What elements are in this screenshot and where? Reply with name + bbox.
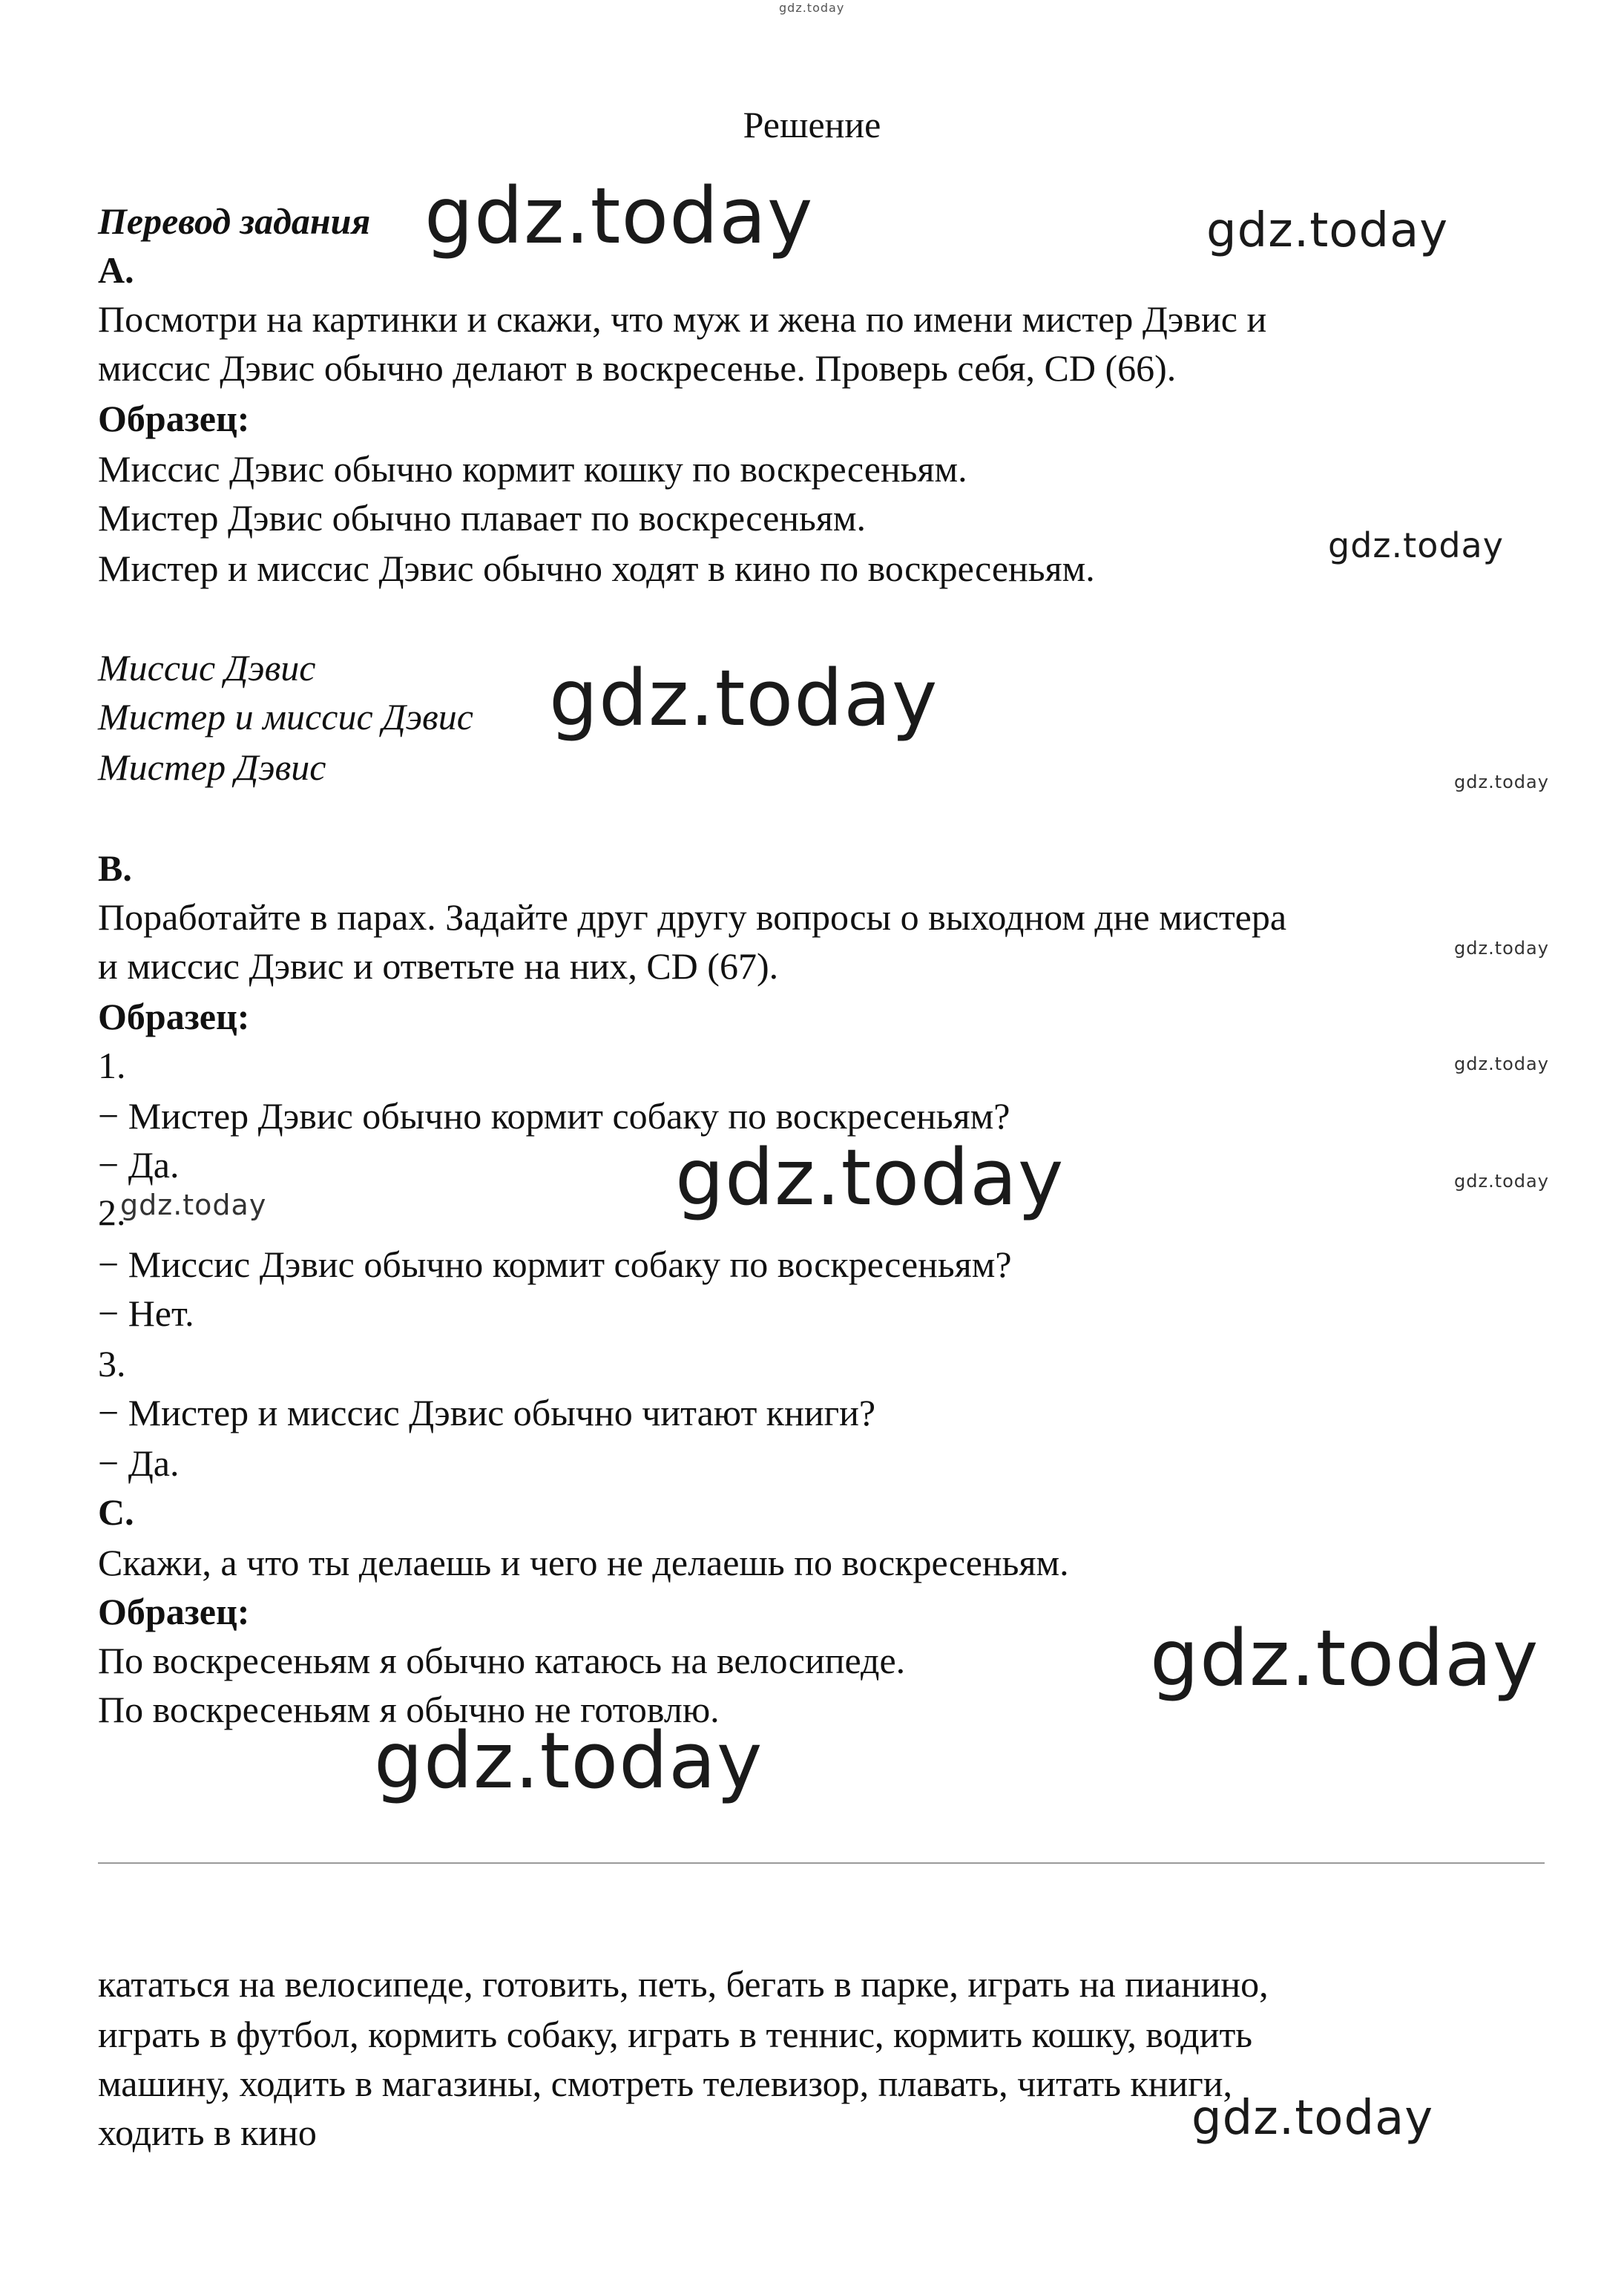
divider bbox=[98, 1862, 1545, 1864]
section-a-sample-label: Образец: bbox=[98, 398, 250, 439]
watermark-top: gdz.today bbox=[779, 1, 845, 15]
section-a-instruction-1: Посмотри на картинки и скажи, что муж и жена по имени мистер Дэвис и bbox=[98, 298, 1267, 340]
dialog-answer: − Да. bbox=[98, 1442, 180, 1484]
section-a-name: Мистер Дэвис bbox=[98, 746, 326, 788]
watermark-large-5: gdz.today bbox=[374, 1715, 763, 1806]
watermark-large-3: gdz.today bbox=[675, 1132, 1065, 1223]
section-c-sample-line: По воскресеньям я обычно не готовлю. bbox=[98, 1689, 720, 1730]
task-translation-heading: Перевод задания bbox=[98, 200, 371, 242]
section-c-sample-line: По воскресеньям я обычно катаюсь на велосипеде. bbox=[98, 1640, 906, 1681]
section-a-name: Мистер и миссис Дэвис bbox=[98, 696, 473, 738]
word-list-line: играть в футбол, кормить собаку, играть в теннис, кормить кошку, водить bbox=[98, 2014, 1253, 2055]
watermark-large-4: gdz.today bbox=[1150, 1613, 1539, 1704]
section-b-sample-label: Образец: bbox=[98, 996, 250, 1037]
section-a-instruction-2: миссис Дэвис обычно делают в воскресенье. Проверь себя, CD (66). bbox=[98, 347, 1177, 389]
section-c-instruction: Скажи, а что ты делаешь и чего не делаешь по воскресеньям. bbox=[98, 1542, 1069, 1583]
section-a-label: A. bbox=[98, 249, 134, 291]
section-a-sample-line: Мистер и миссис Дэвис обычно ходят в кино по воскресеньям. bbox=[98, 548, 1095, 589]
dialog-answer: − Нет. bbox=[98, 1292, 194, 1334]
dialog-number: 3. bbox=[98, 1343, 126, 1384]
page-title: Решение bbox=[743, 104, 881, 145]
watermark-medium-2: gdz.today bbox=[1191, 2091, 1434, 2146]
watermark-small-2: gdz.today bbox=[120, 1189, 267, 1221]
section-c-label: C. bbox=[98, 1491, 134, 1533]
dialog-answer: − Да. bbox=[98, 1144, 180, 1186]
watermark-large-1: gdz.today bbox=[424, 171, 814, 261]
word-list-line: кататься на велосипеде, готовить, петь, бегать в парке, играть на пианино, bbox=[98, 1963, 1269, 2005]
watermark-medium-1: gdz.today bbox=[1206, 203, 1449, 258]
watermark-tiny-3: gdz.today bbox=[1454, 1054, 1549, 1074]
dialog-number: 2. bbox=[98, 1192, 126, 1233]
section-c-sample-label: Образец: bbox=[98, 1591, 250, 1632]
section-b-instruction-2: и миссис Дэвис и ответьте на них, CD (67). bbox=[98, 945, 779, 987]
watermark-large-2: gdz.today bbox=[549, 653, 938, 743]
section-a-name: Миссис Дэвис bbox=[98, 647, 316, 689]
dialog-question: − Мистер Дэвис обычно кормит собаку по воскресеньям? bbox=[98, 1095, 1010, 1137]
watermark-tiny-2: gdz.today bbox=[1454, 938, 1549, 959]
word-list-line: машину, ходить в магазины, смотреть телевизор, плавать, читать книги, bbox=[98, 2063, 1233, 2104]
section-a-sample-line: Миссис Дэвис обычно кормит кошку по воскресеньям. bbox=[98, 448, 967, 490]
dialog-number: 1. bbox=[98, 1045, 126, 1086]
section-a-sample-line: Мистер Дэвис обычно плавает по воскресеньям. bbox=[98, 497, 866, 539]
watermark-small-1: gdz.today bbox=[1328, 525, 1504, 565]
watermark-tiny-4: gdz.today bbox=[1454, 1171, 1549, 1192]
dialog-question: − Мистер и миссис Дэвис обычно читают книги? bbox=[98, 1392, 876, 1433]
watermark-tiny-1: gdz.today bbox=[1454, 772, 1549, 792]
section-b-instruction-1: Поработайте в парах. Задайте друг другу вопросы о выходном дне мистера bbox=[98, 896, 1287, 938]
word-list-line: ходить в кино bbox=[98, 2112, 317, 2153]
section-b-label: B. bbox=[98, 847, 132, 889]
dialog-question: − Миссис Дэвис обычно кормит собаку по воскресеньям? bbox=[98, 1244, 1012, 1285]
